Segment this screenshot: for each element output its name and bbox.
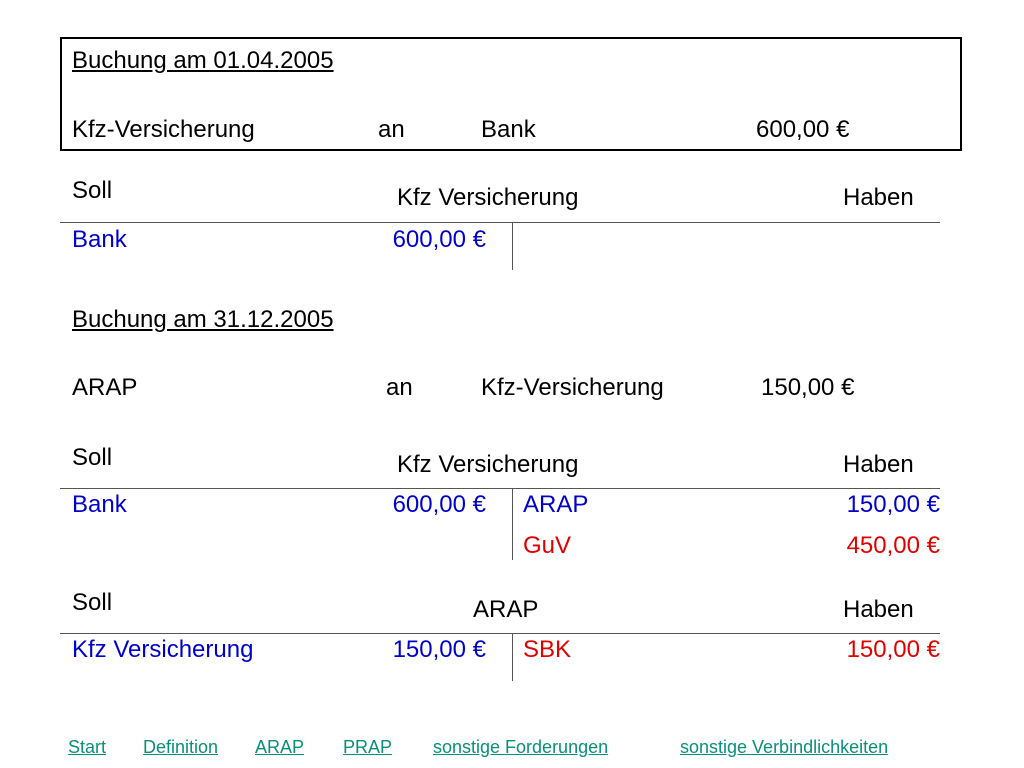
account1-top-line	[60, 222, 940, 223]
account2-title: Kfz Versicherung	[397, 451, 579, 478]
booking-heading-2: Buchung am 31.12.2005	[72, 306, 334, 333]
booking-debit-1: Kfz-Versicherung	[72, 116, 255, 143]
booking-heading-1: Buchung am 01.04.2005	[72, 47, 334, 74]
account2-credit-label-2: GuV	[523, 532, 572, 559]
nav-link-start[interactable]: Start	[68, 737, 107, 757]
account3-debit-label: Kfz Versicherung	[72, 636, 254, 663]
account1-divider	[512, 222, 513, 270]
nav-link-definition[interactable]: Definition	[143, 737, 219, 757]
booking-credit-1: Bank	[481, 116, 536, 143]
booking-an-2: an	[386, 374, 413, 401]
account3-top-line	[60, 633, 940, 634]
booking-debit-2: ARAP	[72, 374, 138, 401]
nav-link-sonstige-verbindlichkeiten[interactable]: sonstige Verbindlichkeiten	[680, 737, 889, 757]
account1-debit-label: Bank	[72, 226, 127, 253]
account2-credit-amount-2: 450,00 €	[846, 532, 940, 559]
booking-amount-2: 150,00 €	[761, 374, 855, 401]
account3-divider	[512, 633, 513, 681]
account3-soll: Soll	[72, 589, 113, 616]
nav-link-arap[interactable]: ARAP	[255, 737, 305, 757]
account3-credit-label: SBK	[523, 636, 572, 663]
account1-haben: Haben	[843, 184, 914, 211]
account1-title: Kfz Versicherung	[397, 184, 579, 211]
account3-credit-amount: 150,00 €	[846, 636, 940, 663]
account2-top-line	[60, 488, 940, 489]
account3-debit-amount: 150,00 €	[392, 636, 486, 663]
account2-credit-amount-1: 150,00 €	[846, 491, 940, 518]
booking-credit-2: Kfz-Versicherung	[481, 374, 664, 401]
nav-link-prap[interactable]: PRAP	[343, 737, 393, 757]
nav-link-sonstige-forderungen[interactable]: sonstige Forderungen	[433, 737, 609, 757]
account2-soll: Soll	[72, 444, 113, 471]
account2-debit-label: Bank	[72, 491, 127, 518]
account2-haben: Haben	[843, 451, 914, 478]
account2-debit-amount: 600,00 €	[392, 491, 486, 518]
booking-an-1: an	[378, 116, 405, 143]
account1-soll: Soll	[72, 177, 113, 204]
account3-title: ARAP	[473, 596, 539, 623]
account3-haben: Haben	[843, 596, 914, 623]
account2-credit-label-1: ARAP	[523, 491, 589, 518]
account1-debit-amount: 600,00 €	[392, 226, 486, 253]
account2-divider	[512, 488, 513, 560]
booking-amount-1: 600,00 €	[756, 116, 850, 143]
